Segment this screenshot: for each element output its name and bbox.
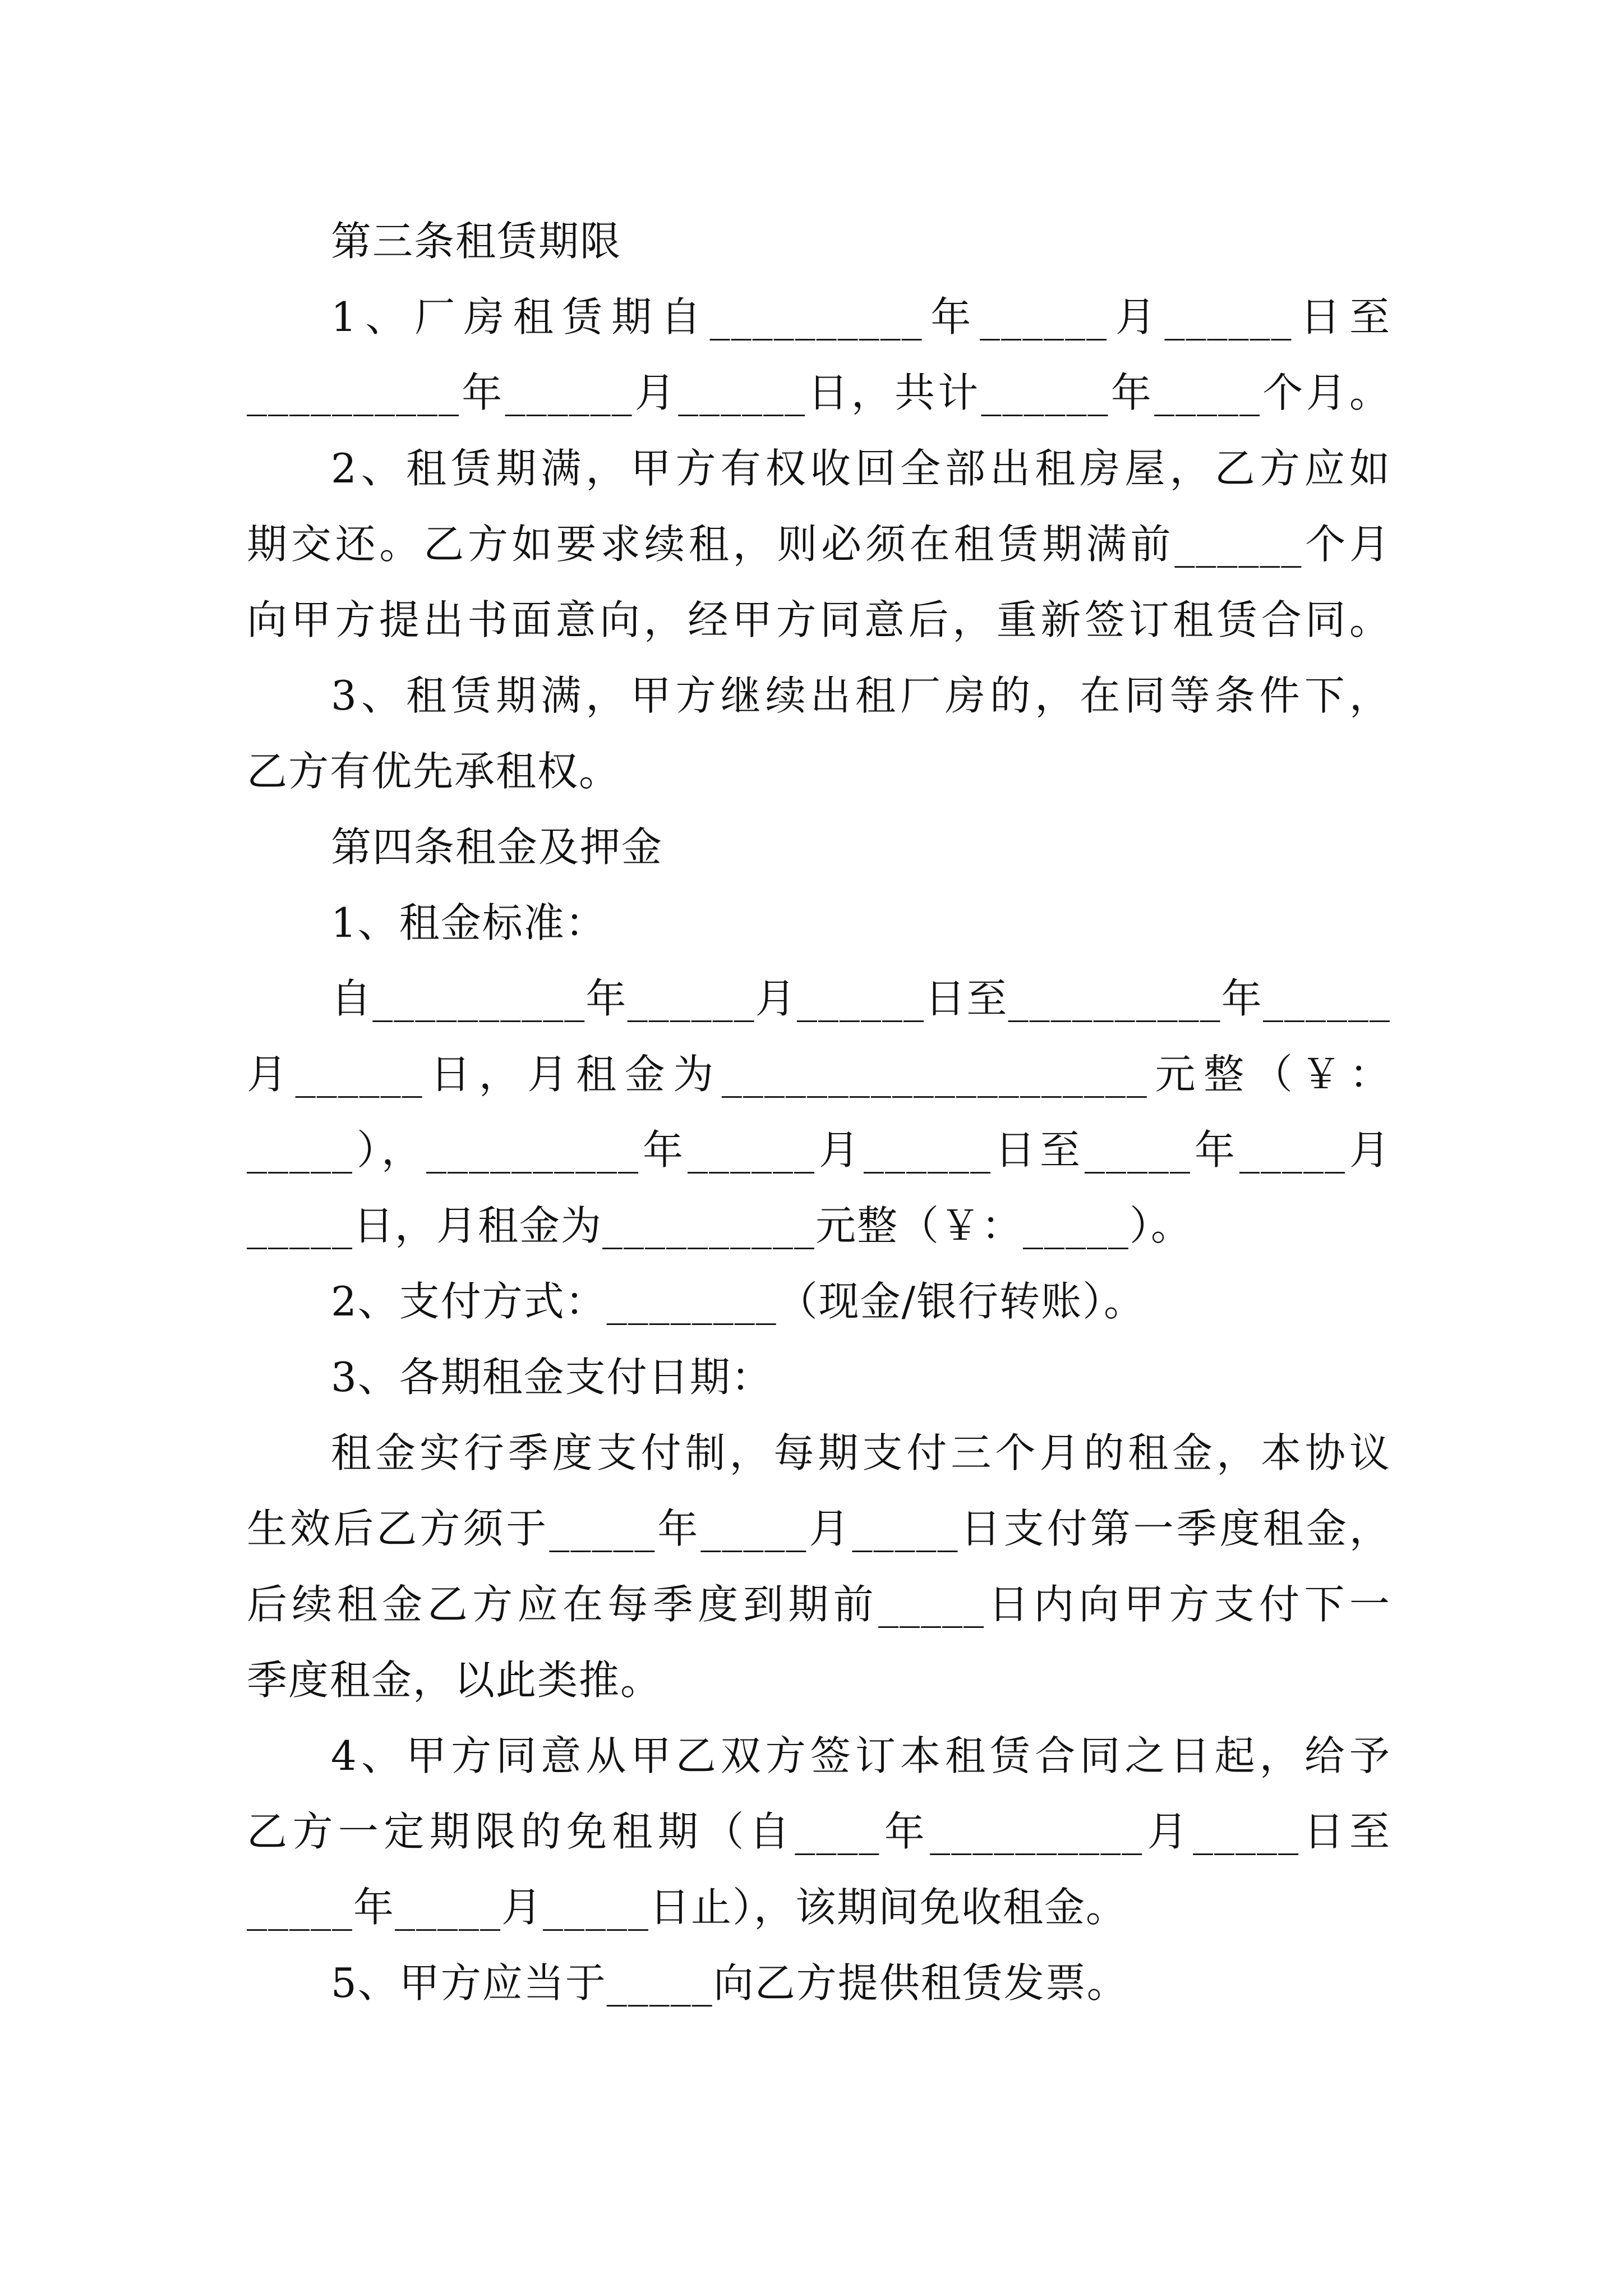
clause-4-3-line-2: 生效后乙方须于_____年_____月_____日支付第一季度租金，	[247, 1505, 1391, 1552]
clause-4-3-line-4: 季度租金，以此类推。	[247, 1657, 662, 1704]
rent-standard-line-2: 月______日，月租金为____________________元整（￥：	[247, 1051, 1391, 1098]
clause-3-2-line-1: 2、租赁期满，甲方有权收回全部出租房屋，乙方应如	[331, 445, 1391, 492]
clause-3-2-line-3: 向甲方提出书面意向，经甲方同意后，重新签订租赁合同。	[247, 596, 1391, 643]
rent-standard-line-1: 自__________年______月______日至__________年______	[331, 975, 1391, 1022]
clause-4-3-line-3: 后续租金乙方应在每季度到期前_____日内向甲方支付下一	[247, 1581, 1391, 1628]
clause-4-4-line-3: _____年_____月_____日止），该期间免收租金。	[247, 1884, 1128, 1931]
clause-3-1-line-1: 1、厂房租赁期自__________年______月______日至	[331, 293, 1391, 341]
clause-4-4-line-1: 4、甲方同意从甲乙双方签订本租赁合同之日起，给予	[331, 1732, 1391, 1779]
article-3-heading: 第三条租赁期限	[331, 218, 622, 265]
article-4-heading: 第四条租金及押金	[331, 823, 663, 871]
rent-standard-line-4: _____日，月租金为__________元整（￥：_____）。	[247, 1202, 1193, 1249]
clause-3-1-line-2: __________年______月______日，共计______年_____个月。	[247, 369, 1391, 416]
clause-3-3-line-1: 3、租赁期满，甲方继续出租厂房的，在同等条件下，	[331, 672, 1391, 719]
clause-4-3-heading: 3、各期租金支付日期：	[331, 1354, 773, 1401]
clause-4-1-heading: 1、租金标准：	[331, 899, 607, 946]
clause-4-3-line-1: 租金实行季度支付制，每期支付三个月的租金，本协议	[331, 1429, 1391, 1476]
clause-3-3-line-2: 乙方有优先承租权。	[247, 748, 621, 795]
clause-4-5-invoice: 5、甲方应当于_____向乙方提供租赁发票。	[331, 1959, 1128, 2007]
clause-4-2-payment-method: 2、支付方式：________（现金/银行转账）。	[331, 1278, 1146, 1325]
rent-standard-line-3: _____），__________年______月______日至_____年_____月	[247, 1126, 1391, 1174]
clause-4-4-line-2: 乙方一定期限的免租期（自____年__________月_____日至	[247, 1808, 1391, 1855]
clause-3-2-line-2: 期交还。乙方如要求续租，则必须在租赁期满前______个月	[247, 521, 1391, 568]
